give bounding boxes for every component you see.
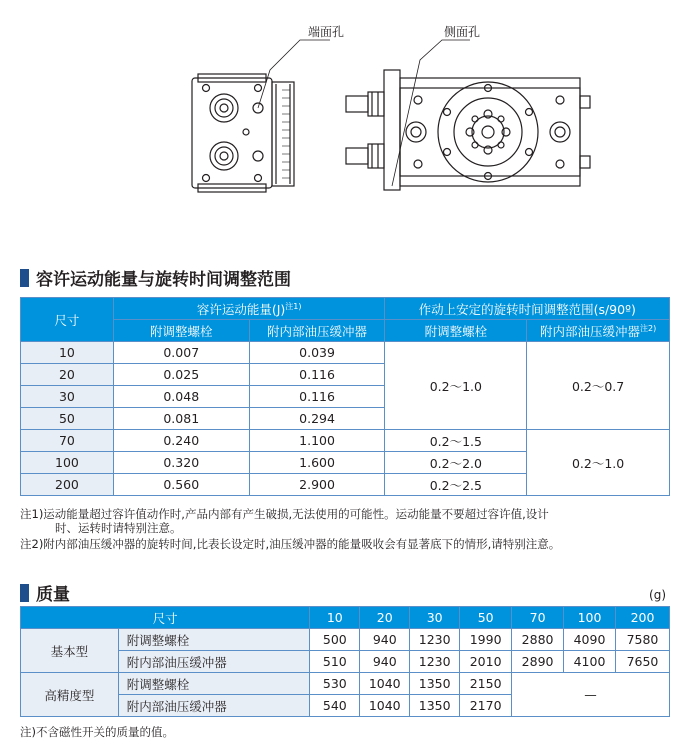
energy-absorber-value: 0.116 [249, 364, 385, 386]
energy-bolt-value: 0.240 [113, 430, 249, 452]
mass-value: 540 [310, 695, 360, 717]
time-bolt-value: 0.2～1.5 [385, 430, 527, 452]
time-bolt-value: 0.2～2.0 [385, 452, 527, 474]
variant-absorber: 附内部油压缓冲器 [118, 695, 310, 717]
variant-absorber: 附内部油压缓冲器 [118, 651, 310, 673]
header-time: 作动上安定的旋转时间调整范围(s/90º) [385, 298, 670, 320]
header-energy: 容许运动能量$(J)^{注1)}$ [113, 298, 385, 320]
header-size-value: 50 [460, 607, 512, 629]
mass-value: 940 [360, 651, 410, 673]
header-energy-bolt: 附调整螺栓 [113, 320, 249, 342]
mass-value: 510 [310, 651, 360, 673]
table-row [21, 342, 670, 364]
variant-bolt: 附调整螺栓 [118, 673, 310, 695]
mass-value: 2880 [512, 629, 564, 651]
energy-bolt-value: 0.048 [113, 386, 249, 408]
time-absorber-value: 0.2～1.0 [527, 430, 670, 496]
mass-value: 1990 [460, 629, 512, 651]
end-hole-label: 端面孔 [308, 25, 345, 39]
section-title-text: 质量 [36, 585, 70, 605]
mass-table [20, 606, 670, 717]
section-title-energy [20, 265, 291, 290]
actuator-drawing [0, 0, 680, 240]
mass-value: 530 [310, 673, 360, 695]
type-basic: 基本型 [21, 629, 119, 673]
time-bolt-value: 0.2～1.0 [385, 342, 527, 430]
side-hole-label: 侧面孔 [444, 25, 481, 39]
mass-value: 1040 [360, 695, 410, 717]
section-title-text: 容许运动能量与旋转时间调整范围 [36, 270, 291, 290]
energy-absorber-value: 0.039 [249, 342, 385, 364]
mass-value: 2170 [460, 695, 512, 717]
row-size: 50 [21, 408, 114, 430]
row-size: 30 [21, 386, 114, 408]
table-row [21, 629, 670, 651]
mass-value: 500 [310, 629, 360, 651]
energy-bolt-value: 0.320 [113, 452, 249, 474]
header-size-value: 70 [512, 607, 564, 629]
energy-bolt-value: 0.081 [113, 408, 249, 430]
energy-absorber-value: 0.294 [249, 408, 385, 430]
header-size-value: 10 [310, 607, 360, 629]
row-size: 70 [21, 430, 114, 452]
mass-value: 7650 [615, 651, 669, 673]
energy-absorber-value: 0.116 [249, 386, 385, 408]
mass-value: 1230 [410, 629, 460, 651]
time-bolt-value: 0.2～2.5 [385, 474, 527, 496]
mass-value: 1350 [410, 695, 460, 717]
row-size: 20 [21, 364, 114, 386]
mass-value: 1040 [360, 673, 410, 695]
mass-value: 4100 [564, 651, 616, 673]
header-size: 尺寸 [21, 298, 114, 342]
header-time-absorber: 附内部油压缓冲器$^{注2)}$ [527, 320, 670, 342]
note-1-line-1: 注1)运动能量超过容许值动作时,产品内部有产生破损,无法使用的可能性。运动能量不要超过容许值,设计 [20, 507, 549, 521]
header-time-bolt: 附调整螺栓 [385, 320, 527, 342]
energy-bolt-value: 0.560 [113, 474, 249, 496]
row-size: 10 [21, 342, 114, 364]
table-row [21, 430, 670, 452]
mass-value: 2010 [460, 651, 512, 673]
energy-absorber-value: 2.900 [249, 474, 385, 496]
row-size: 200 [21, 474, 114, 496]
variant-bolt: 附调整螺栓 [118, 629, 310, 651]
mass-value: 2890 [512, 651, 564, 673]
mass-value: 940 [360, 629, 410, 651]
note-1-line-2: 时、运转时请特别注意。 [55, 521, 182, 535]
mass-value: 1350 [410, 673, 460, 695]
mass-value: 2150 [460, 673, 512, 695]
section-marker [20, 584, 29, 602]
header-size-value: 20 [360, 607, 410, 629]
mass-unit: (g) [649, 588, 666, 602]
table-row [21, 673, 670, 695]
mass-value: 7580 [615, 629, 669, 651]
mass-value: 4090 [564, 629, 616, 651]
mass-note: 注)不含磁性开关的质量的值。 [20, 725, 174, 739]
row-size: 100 [21, 452, 114, 474]
not-available: — [512, 673, 670, 717]
energy-time-table [20, 297, 670, 496]
note-2: 注2)附内部油压缓冲器的旋转时间,比表长设定时,油压缓冲器的能量吸收会有显著底下的情形,请特别注意。 [20, 537, 561, 551]
header-size: 尺寸 [21, 607, 310, 629]
mass-value: 1230 [410, 651, 460, 673]
energy-bolt-value: 0.025 [113, 364, 249, 386]
header-energy-absorber: 附内部油压缓冲器 [249, 320, 385, 342]
header-size-value: 200 [615, 607, 669, 629]
table-row [21, 651, 670, 673]
energy-bolt-value: 0.007 [113, 342, 249, 364]
section-marker [20, 269, 29, 287]
energy-absorber-value: 1.100 [249, 430, 385, 452]
type-precision: 高精度型 [21, 673, 119, 717]
section-title-mass [20, 580, 70, 605]
header-size-value: 100 [564, 607, 616, 629]
note-1 [20, 507, 549, 535]
time-absorber-value: 0.2～0.7 [527, 342, 670, 430]
energy-absorber-value: 1.600 [249, 452, 385, 474]
header-size-value: 30 [410, 607, 460, 629]
